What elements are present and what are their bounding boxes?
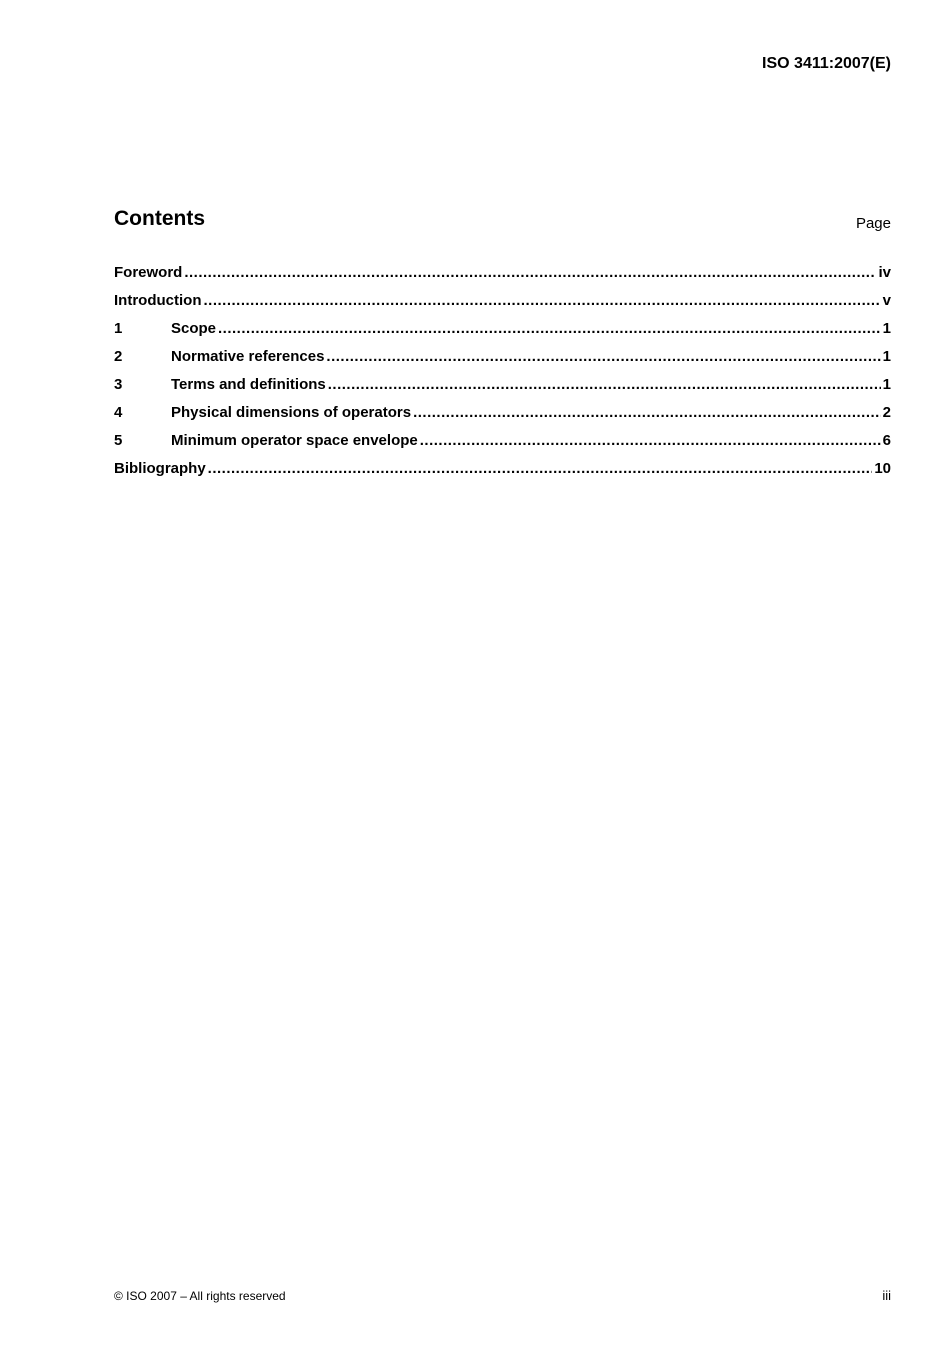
toc-entry-normative-references[interactable] (114, 348, 891, 376)
toc-entry-minimum-space-envelope[interactable] (114, 432, 891, 460)
footer-copyright: © ISO 2007 – All rights reserved (114, 1289, 286, 1303)
toc-entry-bibliography[interactable] (114, 460, 891, 488)
toc-leader-dots (413, 404, 881, 421)
toc-leader-dots (218, 320, 881, 337)
toc-leader-dots (208, 460, 873, 477)
toc-entry-page: 10 (874, 460, 891, 477)
toc-entry-title: Bibliography (114, 460, 206, 477)
toc-entry-title: Physical dimensions of operators (171, 404, 412, 421)
toc-entry-title: Introduction (114, 292, 202, 309)
toc-entry-page: 6 (882, 432, 891, 449)
toc-entry-title: Minimum operator space envelope (171, 432, 418, 449)
toc-entry-title: Normative references (171, 348, 325, 365)
toc-entry-title: Terms and definitions (171, 376, 326, 393)
toc-entry-page: 2 (882, 404, 891, 421)
table-of-contents (114, 264, 891, 488)
toc-leader-dots (184, 264, 876, 281)
contents-title: Contents (114, 207, 205, 230)
toc-entry-page: v (882, 292, 891, 309)
toc-entry-title: Foreword (114, 264, 183, 281)
toc-entry-title: Scope (171, 320, 217, 337)
toc-entry-page: iv (878, 264, 891, 281)
toc-entry-number: 1 (114, 320, 123, 337)
toc-leader-dots (326, 348, 880, 365)
toc-entry-scope[interactable] (114, 320, 891, 348)
toc-entry-number: 4 (114, 404, 123, 421)
toc-entry-number: 3 (114, 376, 123, 393)
toc-entry-foreword[interactable] (114, 264, 891, 292)
document-id: ISO 3411:2007(E) (762, 55, 891, 72)
toc-entry-terms-and-definitions[interactable] (114, 376, 891, 404)
toc-entry-introduction[interactable] (114, 292, 891, 320)
toc-leader-dots (328, 376, 881, 393)
toc-leader-dots (203, 292, 880, 309)
toc-entry-page: 1 (882, 320, 891, 337)
toc-entry-page: 1 (882, 348, 891, 365)
toc-entry-number: 2 (114, 348, 123, 365)
contents-header (114, 207, 891, 239)
toc-entry-page: 1 (882, 376, 891, 393)
page-column-label: Page (855, 215, 891, 232)
footer-page-number: iii (882, 1288, 891, 1303)
toc-entry-physical-dimensions[interactable] (114, 404, 891, 432)
toc-leader-dots (420, 432, 881, 449)
toc-entry-number: 5 (114, 432, 123, 449)
